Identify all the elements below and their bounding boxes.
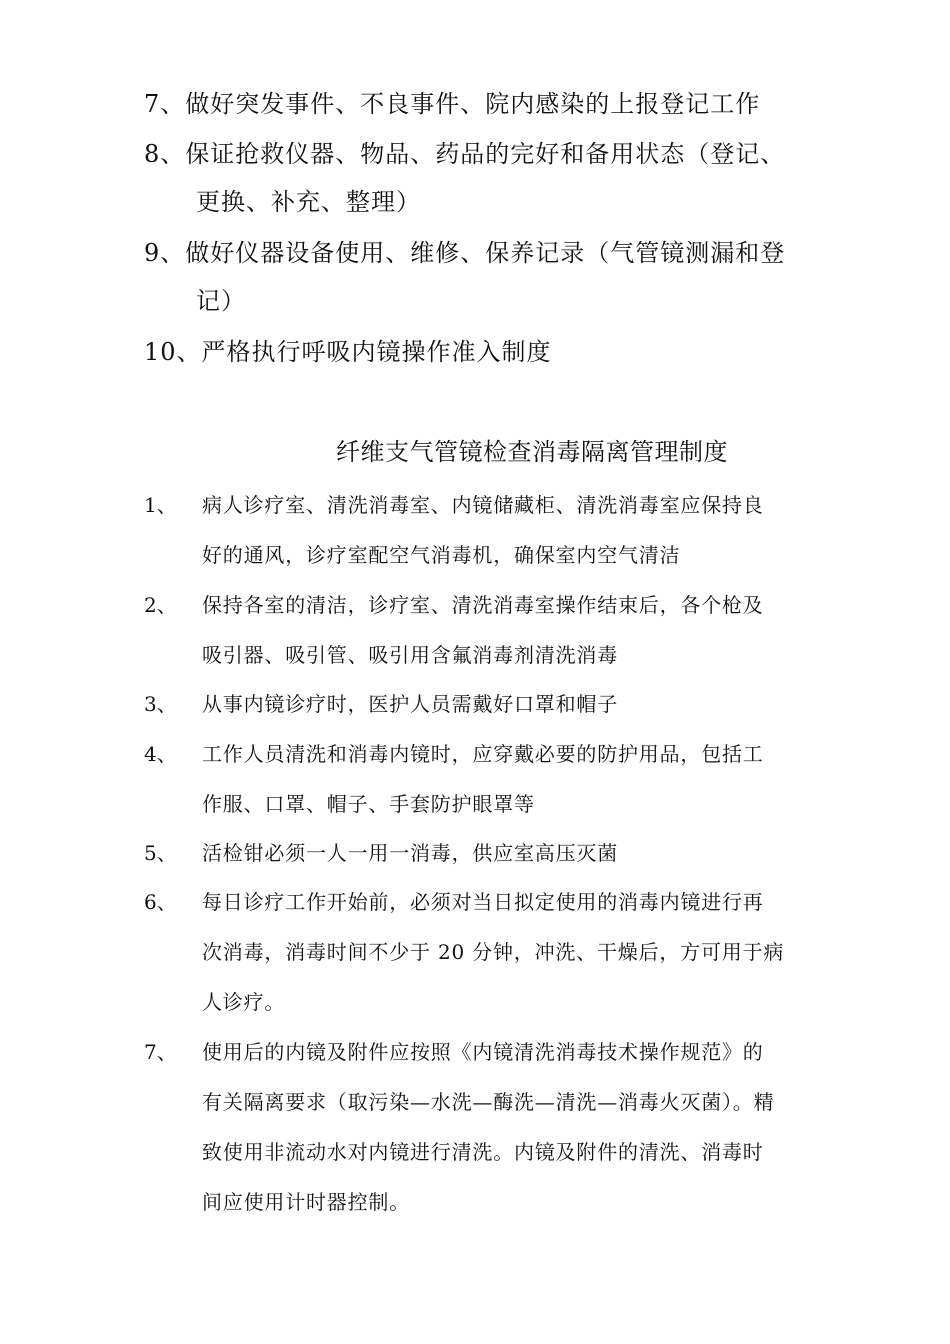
clause-line: 保持各室的清洁，诊疗室、清洗消毒室操作结束后，各个枪及: [202, 593, 764, 617]
list-item-line: 更换、补充、整理）: [196, 188, 421, 216]
clause-line: 从事内镜诊疗时，医护人员需戴好口罩和帽子: [202, 692, 618, 716]
list-item-9: [144, 229, 812, 325]
clause-number: 7、: [144, 1040, 177, 1064]
clause-2: [144, 580, 812, 680]
clause-line: 病人诊疗室、清洗消毒室、内镜储藏柜、清洗消毒室应保持良: [202, 493, 764, 517]
clause-number: 2、: [144, 593, 177, 617]
clause-6: [144, 877, 812, 1027]
clause-number: 6、: [144, 890, 177, 914]
list-item-line: 10、严格执行呼吸内镜操作准入制度: [144, 338, 552, 366]
clause-line: 间应使用计时器控制。: [202, 1190, 410, 1214]
clause-number: 3、: [144, 692, 177, 716]
clause-line: 致使用非流动水对内镜进行清洗。内镜及附件的清洗、消毒时: [202, 1140, 764, 1164]
clause-number: 4、: [144, 742, 177, 766]
clause-line: 使用后的内镜及附件应按照《内镜清洗消毒技术操作规范》的: [202, 1040, 764, 1064]
section-title: 纤维支气管镜检查消毒隔离管理制度: [336, 438, 728, 466]
clause-4: [144, 729, 812, 829]
clause-5: [144, 828, 812, 878]
clause-line: 次消毒，消毒时间不少于 20 分钟，冲洗、干燥后，方可用于病: [202, 940, 785, 964]
clause-line: 工作人员清洗和消毒内镜时，应穿戴必要的防护用品，包括工: [202, 742, 764, 766]
clause-line: 吸引器、吸引管、吸引用含氟消毒剂清洗消毒: [202, 643, 618, 667]
clause-line: 活检钳必须一人一用一消毒，供应室高压灭菌: [202, 841, 618, 865]
list-item-line: 7、做好突发事件、不良事件、院内感染的上报登记工作: [144, 90, 761, 118]
clause-line: 每日诊疗工作开始前，必须对当日拟定使用的消毒内镜进行再: [202, 890, 764, 914]
clause-line: 好的通风，诊疗室配空气消毒机，确保室内空气清洁: [202, 543, 681, 567]
clause-number: 1、: [144, 493, 177, 517]
list-item-10: [144, 328, 812, 376]
clause-line: 有关隔离要求（取污染—水洗—酶洗—清洗—消毒火灭菌）。精: [202, 1090, 775, 1114]
clause-7: [144, 1027, 812, 1227]
clause-line: 作服、口罩、帽子、手套防护眼罩等: [202, 792, 535, 816]
list-item-line: 8、保证抢救仪器、物品、药品的完好和备用状态（登记、: [144, 140, 786, 168]
list-item-7: [144, 80, 812, 128]
list-item-line: 记）: [196, 287, 246, 315]
clause-number: 5、: [144, 841, 177, 865]
clause-3: [144, 679, 812, 729]
list-item-8: [144, 130, 812, 226]
list-item-line: 9、做好仪器设备使用、维修、保养记录（气管镜测漏和登: [144, 239, 786, 267]
clause-1: [144, 480, 812, 580]
clause-line: 人诊疗。: [202, 990, 286, 1014]
